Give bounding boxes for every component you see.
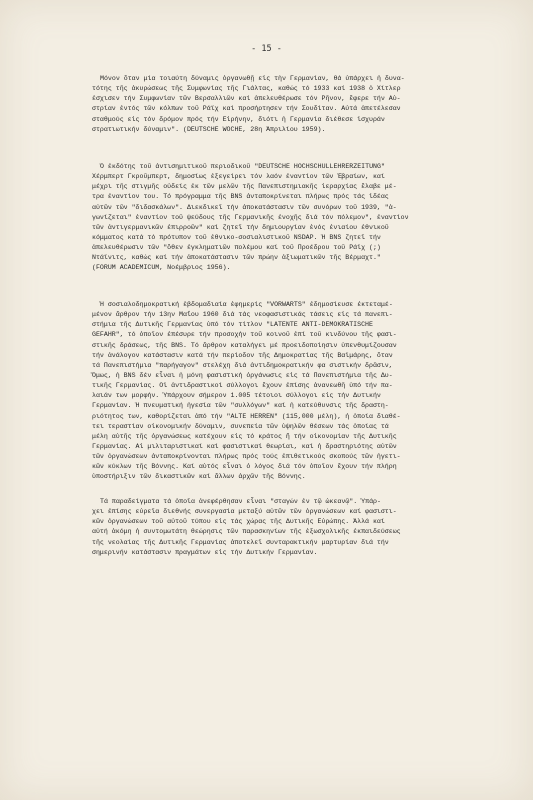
text-line: μένον ἄρθρον τήν 13ην Μαΐου 1960 διά τάς νεοφασιστικάς τάσεις εἰς τά πανεπι- bbox=[92, 311, 393, 319]
text-line: Γερμανίαν. Ἡ πνευματική ἡγεσία τῶν "συλλόγων" καί ἡ κατεύθυνσις τῆς δραστη- bbox=[92, 402, 389, 410]
paragraph-3 bbox=[92, 300, 496, 483]
text-line: κῶν ὀργανώσεων τοῦ αὐτοῦ τύπου εἰς τάς χώρας τῆς Δυτικῆς Εὐρώπης. Ἀλλά καί bbox=[92, 518, 385, 526]
text-line: ριότητος των, καθορίζεται ἀπό τήν "ALTE HERREN" (115,000 μέλη), ἡ ὁποία διαθέ- bbox=[92, 412, 401, 420]
text-line: μέλη αὐτῆς τῆς ὀργανώσεως κατέχουν εἰς τό κράτος ἤ τήν οἰκονομίαν τῆς Δυτικῆς bbox=[92, 432, 397, 440]
text-line: σημερινήν κατάστασιν πραγμάτων εἰς τήν Δυτικήν Γερμανίαν. bbox=[92, 548, 318, 556]
text-line: Ἡ σοσιαλοδημοκρατική ἑβδομαδιαία ἐφημερίς "VORWARTS" ἐδημοσίευσε ἐκτεταμέ- bbox=[100, 301, 393, 308]
text-line: τικῆς Γερμανίας. Οἱ ἀντιδραστικοί σύλλογοι ἔχουν ἐπίσης ἀνανεωθῆ ὑπό τήν πα- bbox=[92, 382, 393, 390]
text-line: τρα ἐναντίον του. Τό πρόγραμμα τῆς BNS ἀνταποκρίνεται πλήρως πρός τάς ἰδέας bbox=[92, 193, 389, 201]
text-line: λαιάν των μορφήν. Ὑπάρχουν σήμερον 1.005 τέτοιοι σύλλογοι εἰς τήν Δυτικήν bbox=[92, 392, 381, 400]
text-line: χει ἐπίσης εὐρεῖα διεθνής συνεργασία μεταξύ αὐτῶν τῶν ὀργανώσεων καί φασιστι- bbox=[92, 508, 397, 516]
paragraph-4 bbox=[92, 497, 496, 558]
text-line: Ντάϊνιτς, καθώς καί τήν ἀποκατάστασιν τῶν πρώην ἀξιωματικῶν τῆς Βέρμαχτ." bbox=[92, 254, 381, 262]
text-line: τῶν ὀργανώσεων ἀνταποκρίνονται πλήρως πρός τούς ἐπιθετικούς σκοπούς τῶν ἡγετι- bbox=[92, 453, 401, 461]
paragraph-1 bbox=[92, 74, 496, 135]
text-line: σταθμούς εἰς τόν δρόμον πρός τήν Εἰρήνην, διότι ἡ Γερμανία διέθεσε ἰσχυράν bbox=[92, 115, 385, 123]
text-line: στρίαν ἐντός τῶν κόλπων τοῦ Ράϊχ καί προσήρτησεν τήν Σουδίταν. Αὐτά ἀπετέλεσαν bbox=[92, 105, 401, 113]
text-line: Μόνον ὅταν μία τοιαύτη δύναμις ὀργανωθῇ εἰς τὴν Γερμανίαν, θά ὑπάρχει ἡ δυνα- bbox=[100, 75, 405, 82]
text-line: ἀπελευθέρωσιν τῶν "ὅθεν ἐγκληματιῶν πολέμου καί τοῦ Προέδρου τοῦ Ράϊχ (;) bbox=[92, 244, 381, 252]
text-line: τῶν ἀντιγερμανικῶν ἐπιρροῶν" καί ζητεῖ τήν δημιουργίαν ἑνός ἑνιαίου ἐθνικοῦ bbox=[92, 223, 389, 231]
text-line: Τά παραδείγματα τά ὁποῖα ἀνεφέρθησαν εἶναι "σταγών ἐν τῷ ὠκεανῷ". Ὑπάρ- bbox=[100, 498, 381, 505]
paragraph-2 bbox=[92, 162, 496, 274]
text-line: στικῆς δράσεως, τῆς BNS. Τό ἄρθρον καταλήγει μέ προειδοποίησιν ὑπενθυμίζουσαν bbox=[92, 341, 397, 349]
text-line: γωνίζεται" ἐναντίον τοῦ ψεύδους τῆς Γερμανικῆς ἐνοχῆς διά τόν πόλεμον", ἐναντίον bbox=[92, 213, 409, 221]
text-line: τά Πανεπιστήμια "παρήγαγον" στελέχη διά ἀντιδημοκρατικήν φα σιστικήν δρᾶσιν, bbox=[92, 361, 393, 369]
text-line: στρατιωτικήν δύναμιν". (DEUTSCHE WOCHE, 28η Ἀπριλίου 1959). bbox=[92, 125, 326, 133]
text-line: τει τεραστίαν οἰκονομικήν δύναμιν, συνεπεία τῶν ὑψηλῶν θέσεων τάς ὁποίας τά bbox=[92, 422, 389, 430]
text-line: (FORUM ACADEMICUM, Νοέμβριος 1956). bbox=[92, 264, 231, 272]
page-number: - 15 - bbox=[251, 44, 282, 54]
text-line: στήμια τῆς Δυτικῆς Γερμανίας ὑπό τόν τίτλον "LATENTE ANTI-DEMOKRATISCHE bbox=[92, 321, 373, 329]
text-line: Χέρμπερτ Γκροῦμπερτ, δημοσίως ἐξεγείρει τόν λαόν ἐναντίον τῶν Ἑβραίων, καί bbox=[92, 173, 385, 181]
text-line: αὐτή ἀκόμη ἡ συντομωτάτη θεώρησις τῶν παρασκηνίων τῆς ἐξωσχολικῆς ἐκπαιδεύσεως bbox=[92, 528, 401, 536]
text-line: αὐτῶν τῶν "διδασκάλων". Διεκδικεῖ τήν ἀποκατάστασιν τῶν συνόρων τοῦ 1939, "ἀ- bbox=[92, 203, 397, 211]
text-line: κῶν κύκλων τῆς Βόννης. Καί αὐτός εἶναι ὁ λόγος διά τόν ὁποῖον ἔχουν τήν πλήρη bbox=[92, 463, 397, 471]
text-line: τήν ἀνάλογον κατάστασιν κατά τήν περίοδον τῆς Δημοκρατίας τῆς Βαϊμάρης, ὅταν bbox=[92, 351, 393, 359]
text-line: τῆς νεολαίας τῆς Δυτικῆς Γερμανίας ἀποτελεῖ συνταρακτικήν μαρτυρίαν διά τήν bbox=[92, 538, 389, 546]
text-line: Ὅμως, ἡ BNS δέν εἶναι ἡ μόνη φασιστική ὀργάνωσις εἰς τά Πανεπιστήμια τῆς Δυ- bbox=[92, 371, 393, 379]
text-line: Ὁ ἐκδότης τοῦ ἀντισημιτικοῦ περιοδικοῦ "DEUTSCHE HOCHSCHULLEHRERZEITUNG" bbox=[100, 163, 385, 170]
text-line: ἐσχισεν τήν Συμφωνίαν τῶν Βερσαλλιῶν καί ἀπελευθέρωσε τόν Ρῆνον, ἔφερε τήν Αὐ- bbox=[92, 95, 401, 103]
text-line: ὑποστήριξιν τῶν δικαστικῶν καί ἄλλων ἀρχῶν τῆς Βόννης. bbox=[92, 473, 306, 481]
text-line: κόμματος κατά τό πρότυπον τοῦ ἐθνικο-σοσιαλιστικοῦ NSDAP. Ἡ BNS ζητεῖ τήν bbox=[92, 233, 381, 241]
text-line: Γερμανίας. Αἱ μιλιταριστικαί καί φασιστικαί θεωρίαι, καί ἡ δραστηριότης αὐτῶν bbox=[92, 442, 397, 450]
text-line: GEFAHR", τό ὁποῖον ἐπέσυρε τήν προσοχήν τοῦ κοινοῦ ἐπί τοῦ κινδύνου τῆς φασι- bbox=[92, 331, 397, 339]
text-line: μέχρι τῆς στιγμῆς οὐδείς ἐκ τῶν μελῶν τῆς Πανεπιστημιακῆς ἱεραρχίας ἔλαβε μέ- bbox=[92, 183, 397, 191]
text-line: τότης τῆς ἀκυρώσεως τῆς Συμφωνίας τῆς Γιάλτας, καθώς τό 1933 καί 1938 ὁ Χίτλερ bbox=[92, 85, 401, 93]
